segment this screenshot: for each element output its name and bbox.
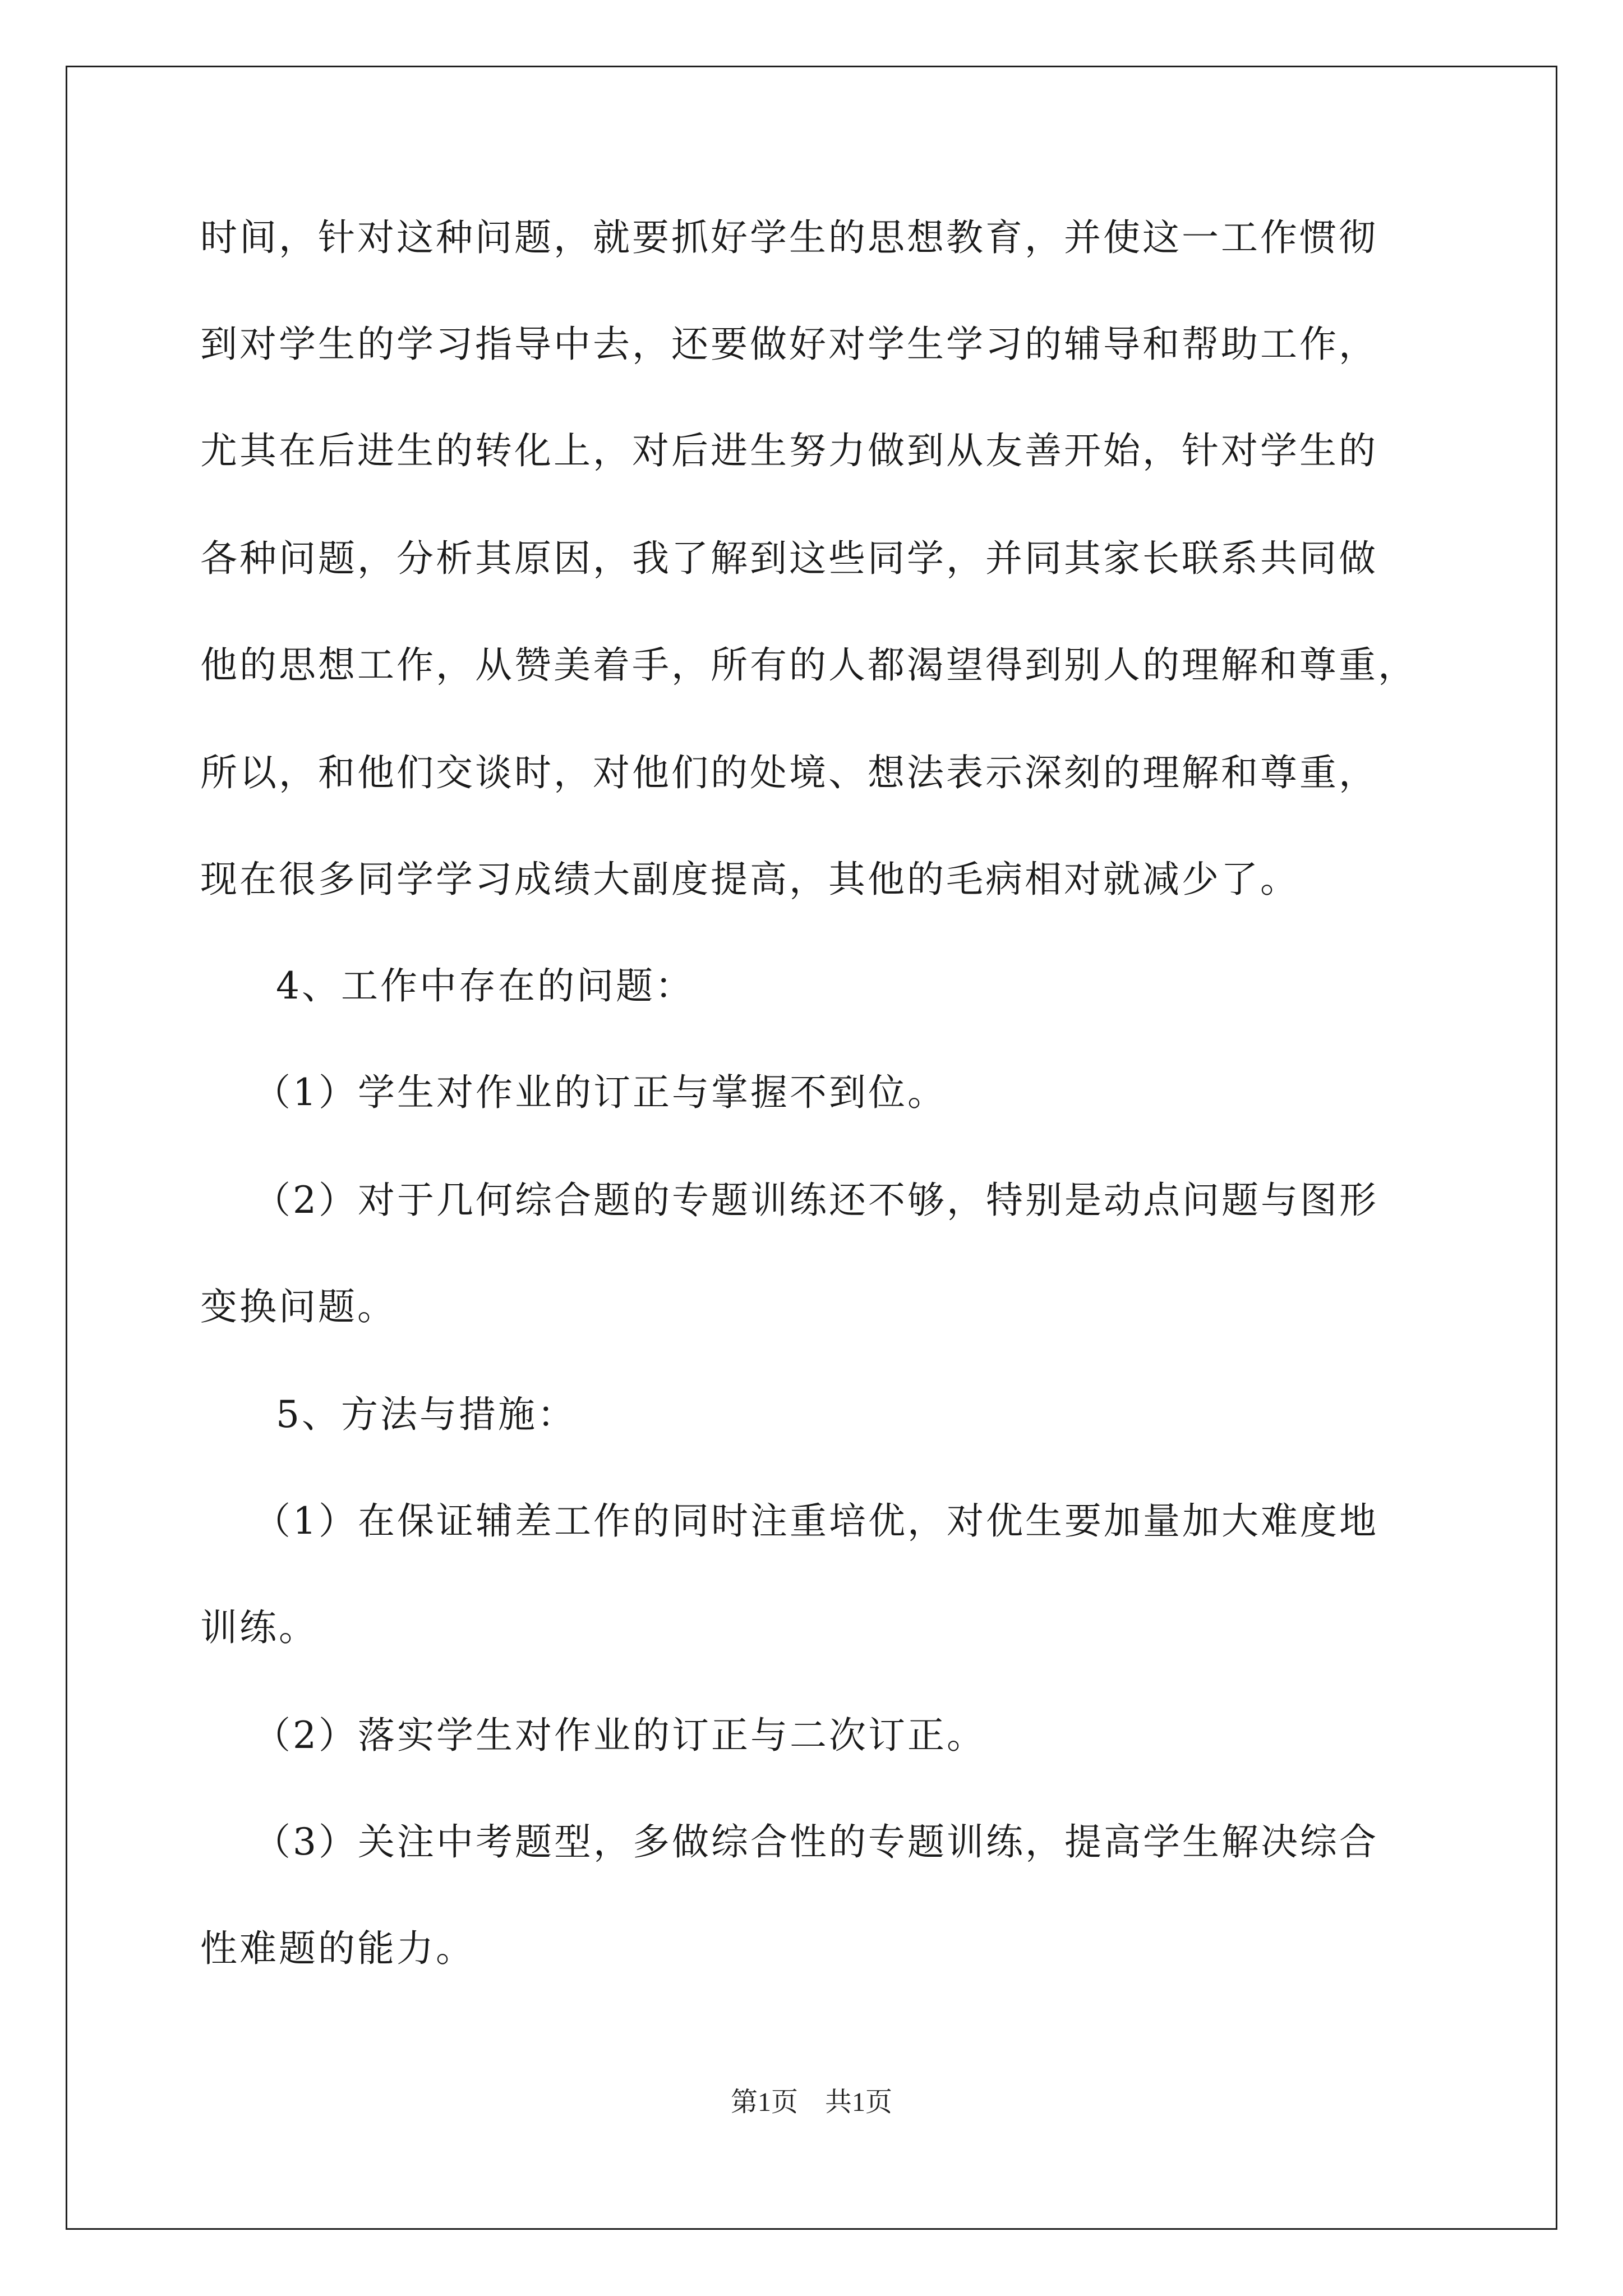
text-line: 尤其在后进生的转化上，对后进生努力做到从友善开始，针对学生的 [200,429,1378,472]
text-line: （1）在保证辅差工作的同时注重培优，对优生要加量加大难度地 [253,1499,1378,1543]
text-line: 性难题的能力。 [200,1927,475,1970]
section-heading: 5、方法与措施： [276,1393,577,1436]
text-line: （1）学生对作业的订正与掌握不到位。 [253,1071,947,1114]
text-line: 时间，针对这种问题，就要抓好学生的思想教育，并使这一工作惯彻 [200,216,1378,259]
text-line: （3）关注中考题型，多做综合性的专题训练，提高学生解决综合 [253,1820,1378,1864]
text-line: 各种问题，分析其原因，我了解到这些同学，并同其家长联系共同做 [200,537,1378,580]
text-line: 训练。 [200,1606,318,1649]
page-number: 第1页 共1页 [730,2087,892,2117]
text-line: （2）落实学生对作业的订正与二次订正。 [253,1714,986,1757]
page-border [66,66,1557,2230]
text-line: （2）对于几何综合题的专题训练还不够，特别是动点问题与图形 [253,1179,1378,1222]
section-heading: 4、工作中存在的问题： [276,964,694,1007]
text-line: 到对学生的学习指导中去，还要做好对学生学习的辅导和帮助工作， [200,323,1378,366]
text-line: 他的思想工作，从赞美着手，所有的人都渴望得到别人的理解和尊重， [200,643,1417,687]
text-line: 所以，和他们交谈时，对他们的处境、想法表示深刻的理解和尊重， [200,751,1378,794]
text-line: 变换问题。 [200,1285,396,1328]
text-line: 现在很多同学学习成绩大副度提高，其他的毛病相对就减少了。 [200,858,1299,901]
